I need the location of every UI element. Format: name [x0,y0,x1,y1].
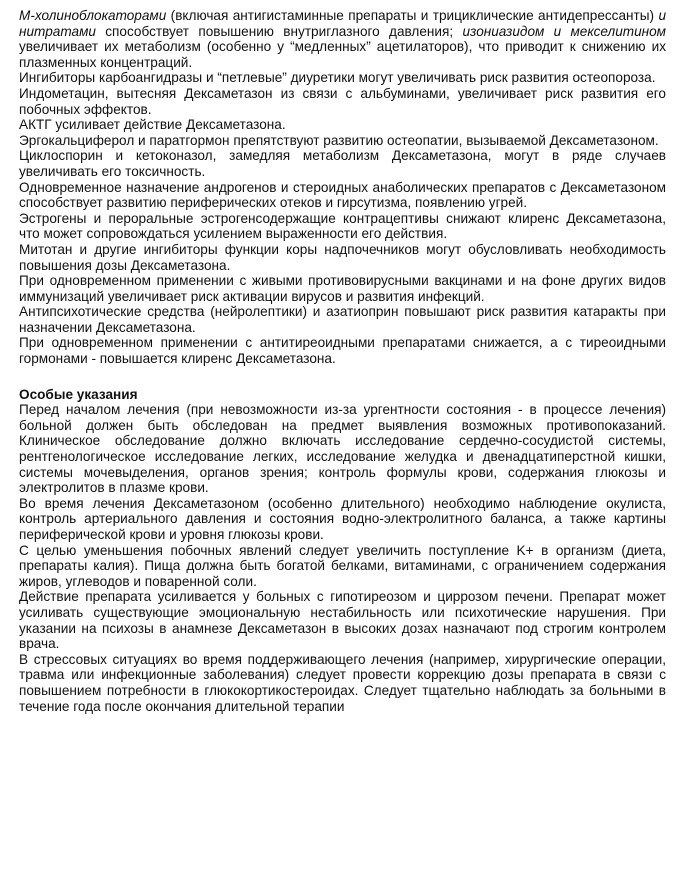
interaction-paragraph: Ингибиторы карбоангидразы и “петлевые” диуретики могут увеличивать риск развития остеопороза. [19,70,656,86]
interaction-paragraph: Эстрогены и пероральные эстрогенсодержащие контрацептивы снижают клиренс Дексаметазона, что может сопровождаться усилением выраженности его действия. [19,210,666,242]
section-gap [19,367,666,387]
interaction-paragraph: Эргокальциферол и паратгормон препятствуют развитию остеопатии, вызываемой Дексаметазоном. [19,132,659,148]
text-run: увеличивает их метаболизм (особенно у “медленных” ацетилаторов), что приводит к снижению их плазменных концентраций. [19,39,666,70]
section-heading: Особые указания [19,386,138,402]
special-paragraph: В стрессовых ситуациях во время поддерживающего лечения (например, хирургические операции, травма или инфекционные заболевания) следует провести коррекцию дозы препарата в связи с повышением потребности в глюкокортикостероидах. Следует тщательно наблюдать за больными в течение года после окончания длительной терапии [19,651,666,714]
drug-name-italic: М-холиноблокаторами [19,8,167,23]
drug-name-italic: и нитратами [19,8,666,39]
interaction-paragraph: Индометацин, вытесняя Дексаметазон из связи с альбуминами, увеличивает риск развития его побочных эффектов. [19,85,666,117]
special-paragraph: Перед началом лечения (при невозможности из-за ургентности состояния - в процессе лечения) больной должен быть обследован на предмет выявления возможных противопоказаний. Клиническое обследование должно включать исследование сердечно-сосудистой системы, рентгенологическое исследование легких, исследование желудка и двенадцатиперстной кишки, системы мочевыделения, органов зрения; контроль формулы крови, содержания глюкозы и электролитов в плазме крови. [19,402,666,496]
interaction-paragraph: Одновременное назначение андрогенов и стероидных анаболических препаратов с Дексаметазоном способствует развитию периферических отеков и гирсутизма, появлению угрей. [19,179,666,211]
drug-name-italic: изониазидом и мекселитином [462,23,667,39]
interaction-paragraph [19,8,666,70]
special-paragraph: С целью уменьшения побочных явлений следует увеличить поступление K+ в организм (диета, препараты калия). Пища должна быть богатой белками, витаминами, с ограничением содержания жиров, углеводов и поваренной соли. [19,542,666,589]
text-run: способствует повышению внутриглазного давления; [95,23,463,39]
interaction-paragraph: При одновременном применении с антитиреоидными препаратами снижается, а с тиреоидными гормонами - повышается клиренс Дексаметазона. [19,335,666,367]
interaction-paragraph: Антипсихотические средства (нейролептики) и азатиоприн повышают риск развития катаракты при назначении Дексаметазона. [19,304,666,335]
interaction-paragraph: Циклоспорин и кетоконазол, замедляя метаболизм Дексаметазона, могут в ряде случаев увеличивать его токсичность. [19,148,666,179]
interaction-paragraph: При одновременном применении с живыми противовирусными вакцинами и на фоне других видов иммунизаций увеличивает риск активации вирусов и развития инфекций. [19,273,666,304]
interaction-paragraph: АКТГ усиливает действие Дексаметазона. [19,117,286,133]
special-paragraph: Действие препарата усиливается у больных с гипотиреозом и циррозом печени. Препарат может усиливать существующие эмоциональную нестабильность или психотические нарушения. При указании на психозы в анамнезе Дексаметазон в высоких дозах назначают под строгим контролем врача. [19,589,666,652]
text-run: (включая антигистаминные препараты и трициклические антидепрессанты) [166,8,659,23]
document-page [19,8,666,714]
special-paragraph: Во время лечения Дексаметазоном (особенно длительного) необходимо наблюдение окулиста, контроль артериального давления и состояния водно-электролитного баланса, а также картины периферической крови и уровня глюкозы крови. [19,495,666,542]
interaction-paragraph: Митотан и другие ингибиторы функции коры надпочечников могут обусловливать необходимость повышения дозы Дексаметазона. [19,241,666,273]
